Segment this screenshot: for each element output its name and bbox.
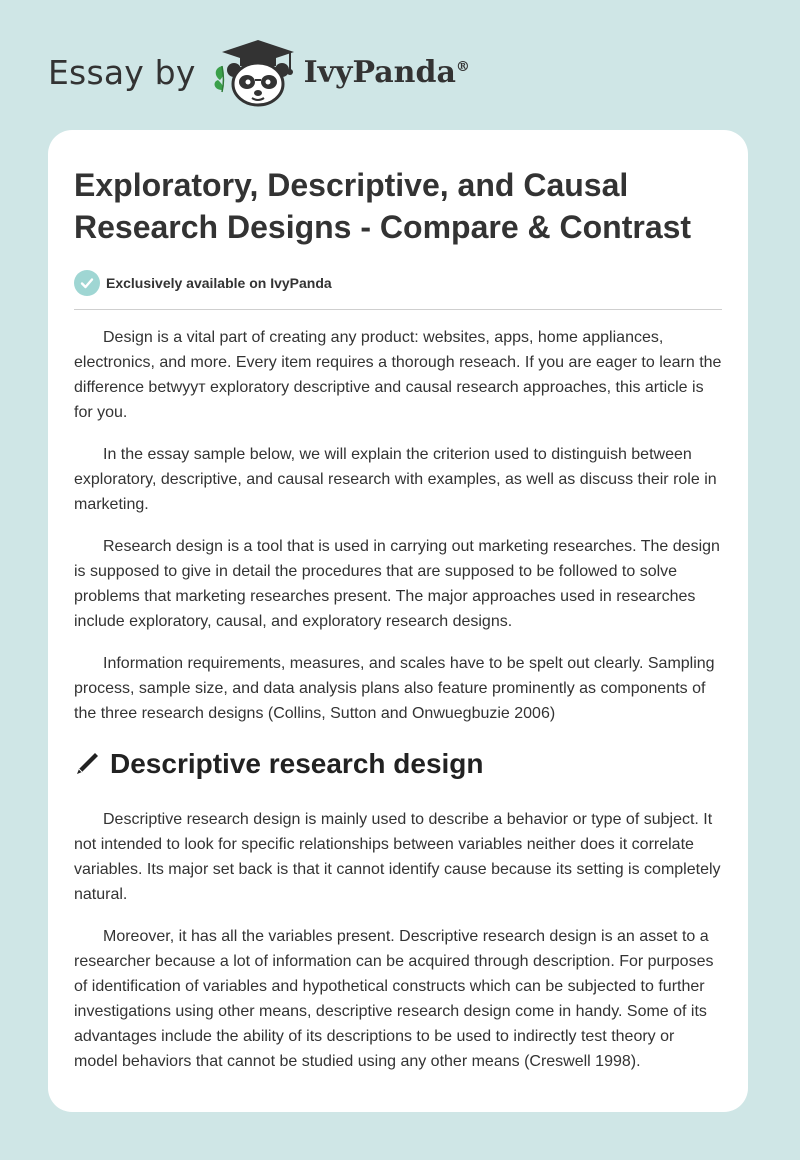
section-heading-text: Descriptive research design <box>110 748 484 779</box>
paragraph: Descriptive research design is mainly used to describe a behavior or type of subject. It not intended to look for specific relationships between variables neither does it correlate variables. Its major set back is that it cannot identify cause because its setting is completely natural. <box>74 811 721 903</box>
badge-text: Exclusively available on IvyPanda <box>106 275 332 291</box>
article-body <box>74 325 722 1074</box>
divider <box>74 309 722 310</box>
panda-mascot-icon <box>210 36 300 108</box>
section-heading <box>74 747 722 781</box>
paragraph: Moreover, it has all the variables present. Descriptive research design is an asset to a researcher because a lot of information can be acquired through description. For purposes of identification of variables and hypothetical constructs which can be subjected to further investigations using other means, descriptive research design come in handy. Some of its advantages include the ability of its descriptions to be used to indirectly test theory or model behaviors that cannot be studied using any other means (Creswell 1998). <box>74 928 714 1070</box>
paragraph: In the essay sample below, we will explain the criterion used to distinguish between exploratory, descriptive, and causal research with examples, as well as discuss their role in marketing. <box>74 446 717 513</box>
paragraph: Research design is a tool that is used in carrying out marketing researches. The design is supposed to give in detail the procedures that are supposed to be followed to solve problems that marketing researches present. The major approaches used in researches include exploratory, causal, and exploratory research designs. <box>74 538 720 630</box>
brand-name: IvyPanda® <box>303 54 470 90</box>
paragraph: Design is a vital part of creating any product: websites, apps, home appliances, electronics, and more. Every item requires a thorough reseach. If you are eager to learn the difference betwyyт exploratory descriptive and causal research approaches, this article is for you. <box>74 329 722 421</box>
ivypanda-logo[interactable] <box>210 36 470 108</box>
brand-prefix: Essay by <box>48 52 196 92</box>
checkmark-icon <box>74 270 100 296</box>
essay-card <box>48 130 748 1112</box>
article-title: Exploratory, Descriptive, and Causal Research Designs - Compare & Contrast <box>74 167 692 245</box>
paragraph: Information requirements, measures, and scales have to be spelt out clearly. Sampling process, sample size, and data analysis plans also feature prominently as components of the three research designs (Collins, Sutton and Onwuegbuzie 2006) <box>74 655 715 722</box>
exclusive-badge <box>74 268 722 298</box>
pen-icon <box>74 751 100 777</box>
brand-header <box>48 36 470 108</box>
